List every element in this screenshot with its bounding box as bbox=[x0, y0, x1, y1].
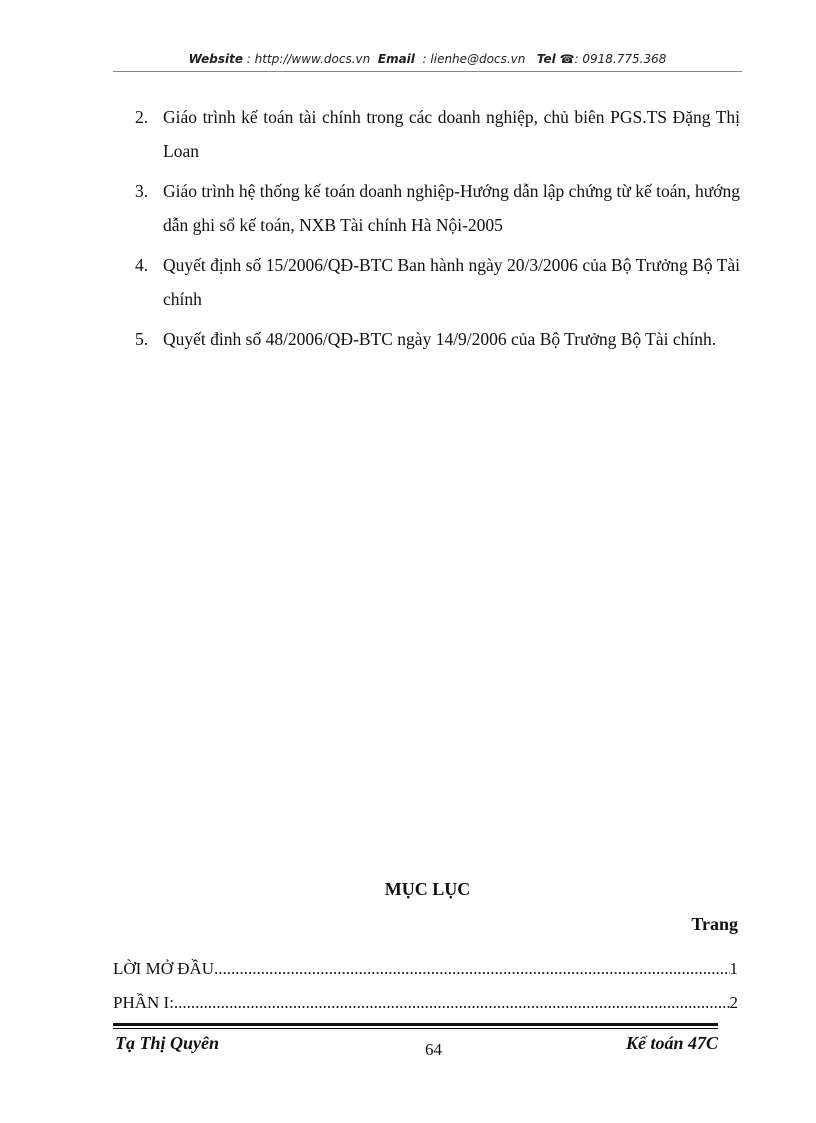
list-item-text: Giáo trình hệ thống kế toán doanh nghiệp-Hướng dẫn lập chứng từ kế toán, hướng dẫn ghi sổ kế toán, NXB Tài chính Hà Nội-2005 bbox=[163, 181, 740, 235]
list-item-text: Giáo trình kế toán tài chính trong các doanh nghiệp, chủ biên PGS.TS Đặng Thị Loan bbox=[163, 107, 740, 161]
footer-divider-thick bbox=[113, 1023, 718, 1026]
footer-divider-thin bbox=[113, 1028, 718, 1029]
toc-entry-page: 1 bbox=[729, 959, 738, 978]
toc-entry[interactable] bbox=[113, 993, 738, 1013]
toc-leader-dots bbox=[214, 959, 729, 979]
list-item-number: 2. bbox=[135, 107, 149, 127]
toc-entry[interactable] bbox=[113, 959, 738, 979]
website-label: Website bbox=[188, 52, 243, 66]
reference-list bbox=[135, 100, 740, 362]
list-item bbox=[135, 322, 740, 356]
footer-class: Kế toán 47C bbox=[625, 1033, 718, 1053]
page-header bbox=[113, 52, 742, 66]
email-value: : lienhe@docs.vn bbox=[422, 52, 526, 66]
tel-value: : 0918.775.368 bbox=[574, 52, 667, 66]
list-item-text: Quyết định số 15/2006/QĐ-BTC Ban hành ngày 20/3/2006 của Bộ Trưởng Bộ Tài chính bbox=[163, 255, 740, 309]
footer-author: Tạ Thị Quyên bbox=[115, 1033, 220, 1053]
email-label: Email bbox=[377, 52, 415, 66]
list-item-number: 5. bbox=[135, 329, 149, 349]
toc-entry-page: 2 bbox=[729, 993, 738, 1012]
toc-page-column-label: Trang bbox=[691, 914, 738, 934]
list-item-text: Quyết đinh số 48/2006/QĐ-BTC ngày 14/9/2006 của Bộ Trưởng Bộ Tài chính. bbox=[163, 329, 717, 349]
list-item bbox=[135, 100, 740, 168]
list-item-number: 3. bbox=[135, 181, 149, 201]
tel-label: Tel bbox=[536, 52, 556, 66]
toc-entry-label: PHẦN I: bbox=[113, 993, 174, 1012]
list-item-number: 4. bbox=[135, 255, 149, 275]
toc-title: MỤC LỤC bbox=[384, 879, 471, 899]
header-divider bbox=[113, 71, 742, 72]
list-item bbox=[135, 248, 740, 316]
toc-leader-dots bbox=[174, 993, 730, 1013]
toc-entry-label: LỜI MỞ ĐẦU bbox=[113, 959, 215, 978]
page-number: 64 bbox=[425, 1040, 442, 1059]
website-value: : http://www.docs.vn bbox=[246, 52, 371, 66]
list-item bbox=[135, 174, 740, 242]
phone-icon: ☎ bbox=[559, 52, 575, 66]
